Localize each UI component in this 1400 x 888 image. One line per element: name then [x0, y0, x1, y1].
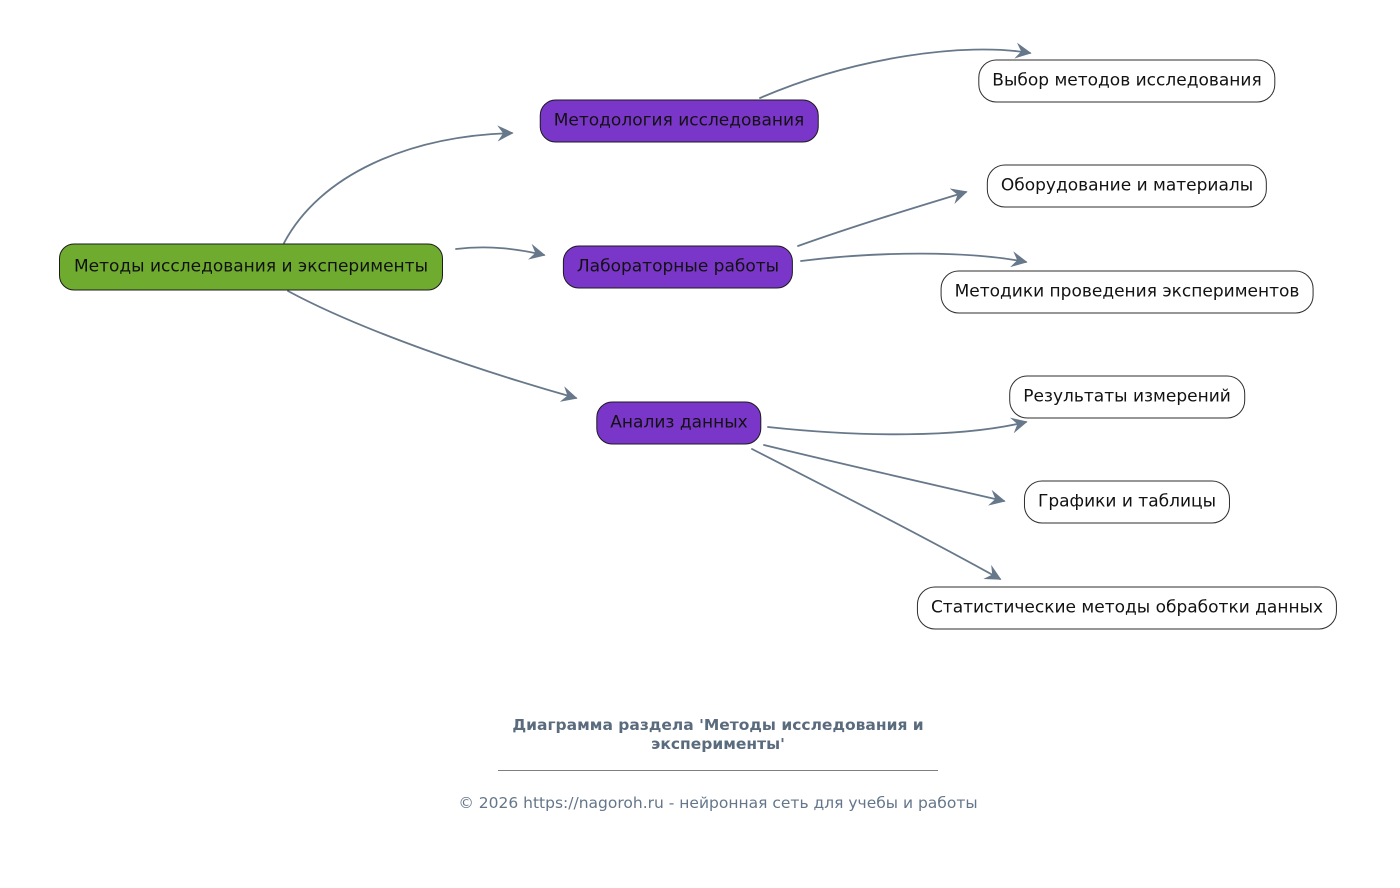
edge-labworks-to-procedures — [801, 254, 1026, 262]
edge-analysis-to-statistics — [752, 449, 1000, 579]
footer-divider — [498, 770, 938, 771]
leaf-node-measurement-results: Результаты измерений — [1009, 376, 1245, 419]
edge-analysis-to-results — [768, 422, 1026, 434]
edge-root-to-analysis — [288, 291, 576, 398]
footer-copyright: © 2026 https://nagoroh.ru - нейронная сеть для учебы и работы — [458, 794, 978, 812]
root-node: Методы исследования и эксперименты — [59, 244, 443, 291]
branch-node-methodology: Методология исследования — [540, 100, 819, 143]
leaf-node-charts-tables: Графики и таблицы — [1024, 481, 1230, 524]
branch-node-labworks: Лабораторные работы — [563, 246, 793, 289]
leaf-node-method-choice: Выбор методов исследования — [978, 60, 1275, 103]
edge-labworks-to-equipment — [798, 192, 966, 246]
edge-root-to-methodology — [284, 133, 512, 243]
leaf-node-experiment-procedures: Методики проведения экспериментов — [941, 271, 1314, 314]
branch-node-analysis: Анализ данных — [596, 402, 761, 445]
leaf-node-equipment: Оборудование и материалы — [987, 165, 1267, 208]
leaf-node-statistical-methods: Статистические методы обработки данных — [917, 587, 1337, 630]
edge-root-to-labworks — [456, 247, 544, 255]
diagram-caption: Диаграмма раздела 'Методы исследования и эксперименты' — [512, 716, 924, 753]
